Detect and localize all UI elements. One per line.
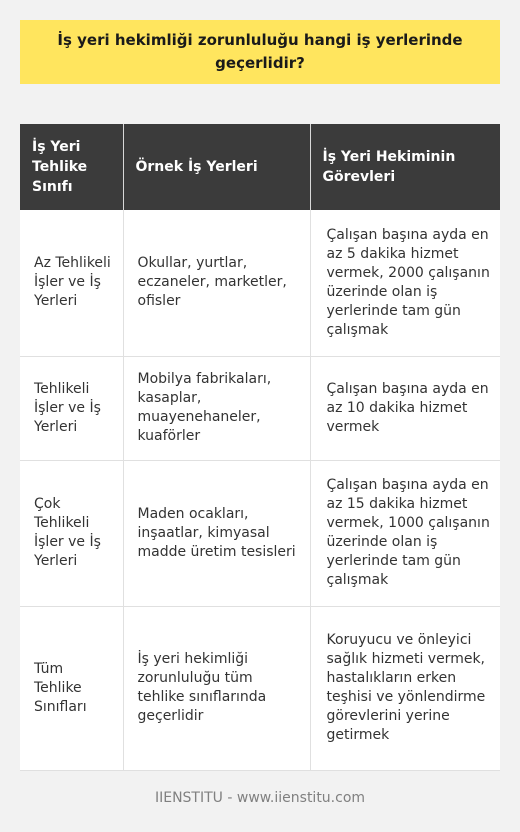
row-duties: Çalışan başına ayda en az 15 dakika hizmet vermek, 1000 çalışanın üzerinde olan iş yerlerinde tam gün çalışmak [310, 460, 500, 606]
row-examples: Mobilya fabrikaları, kasaplar, muayenehaneler, kuaförler [123, 356, 310, 460]
table-row [20, 460, 500, 606]
table-row [20, 356, 500, 460]
footer-credit: IIENSTITU - www.iienstitu.com [154, 790, 366, 806]
row-category: Tüm Tehlike Sınıfları [20, 606, 123, 770]
page-title: İş yeri hekimliği zorunluluğu hangi iş yerlerinde geçerlidir? [57, 31, 463, 72]
info-table [20, 124, 500, 771]
row-category: Az Tehlikeli İşler ve İş Yerleri [20, 210, 123, 356]
row-duties: Koruyucu ve önleyici sağlık hizmeti vermek, hastalıkların erken teşhisi ve yönlendirme görevlerini yerine getirmek [310, 606, 500, 770]
title-banner [20, 20, 500, 84]
header-example-workplaces: Örnek İş Yerleri [123, 124, 310, 210]
row-duties: Çalışan başına ayda en az 10 dakika hizmet vermek [310, 356, 500, 460]
row-examples: İş yeri hekimliği zorunluluğu tüm tehlike sınıflarında geçerlidir [123, 606, 310, 770]
row-duties: Çalışan başına ayda en az 5 dakika hizmet vermek, 2000 çalışanın üzerinde olan iş yerlerinde tam gün çalışmak [310, 210, 500, 356]
header-doctor-duties: İş Yeri Hekiminin Görevleri [310, 124, 500, 210]
row-category: Tehlikeli İşler ve İş Yerleri [20, 356, 123, 460]
header-hazard-class: İş Yeri Tehlike Sınıfı [20, 124, 123, 210]
table-row [20, 606, 500, 770]
row-category: Çok Tehlikeli İşler ve İş Yerleri [20, 460, 123, 606]
table-header-row [20, 124, 500, 210]
row-examples: Maden ocakları, inşaatlar, kimyasal madde üretim tesisleri [123, 460, 310, 606]
row-examples: Okullar, yurtlar, eczaneler, marketler, ofisler [123, 210, 310, 356]
table-row [20, 210, 500, 356]
